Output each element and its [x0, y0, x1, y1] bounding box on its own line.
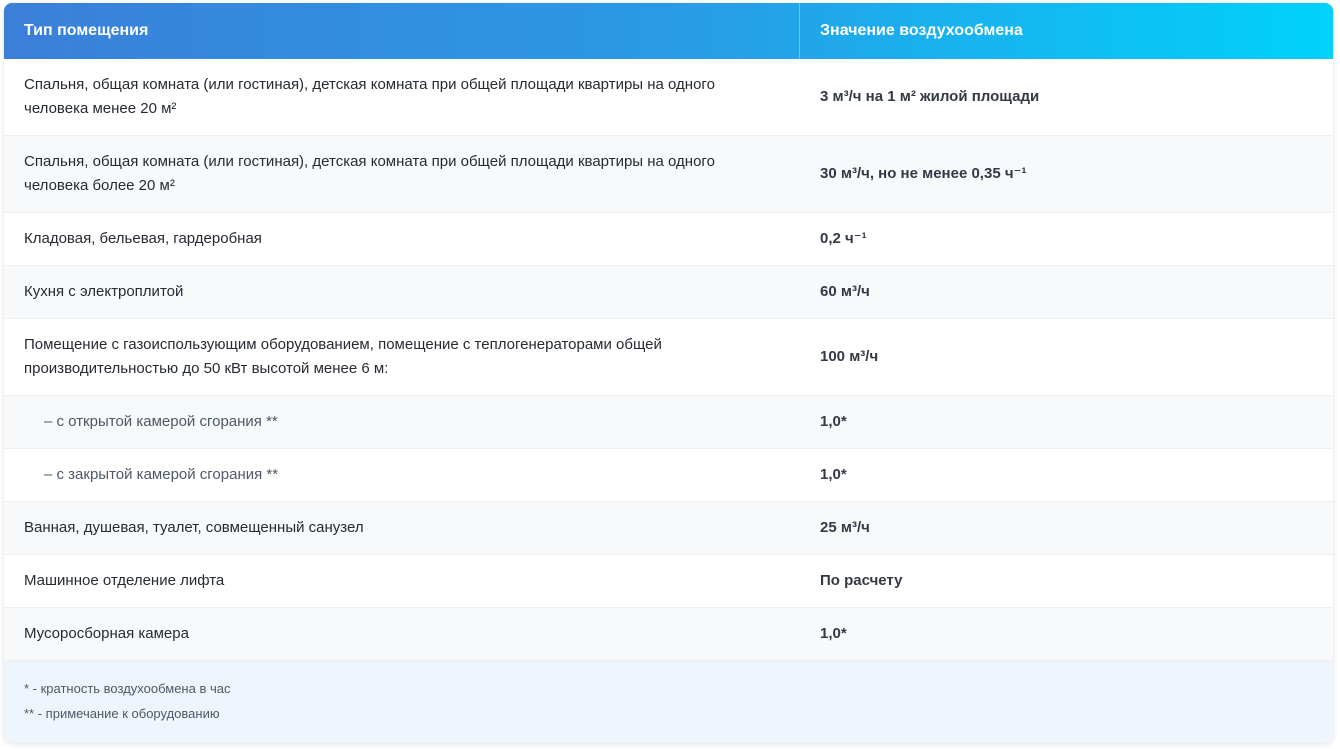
air-exchange-value-cell: 1,0* [820, 625, 847, 642]
room-type-cell: Кухня с электроплитой [24, 283, 184, 300]
table-row [4, 555, 1333, 608]
air-exchange-value-cell: 1,0* [820, 413, 847, 430]
table-row [4, 319, 1333, 396]
air-exchange-value-cell: 3 м³/ч на 1 м² жилой площади [820, 88, 1040, 105]
table-row [4, 266, 1333, 319]
table-row [4, 136, 1333, 213]
table-row [4, 59, 1333, 136]
table-row-sub [4, 396, 1333, 449]
room-type-cell: Спальня, общая комната (или гостиная), детская комната при общей площади квартиры на одного человека менее 20 м² [24, 76, 715, 117]
table-footnotes [4, 661, 1333, 743]
air-exchange-value-cell: 30 м³/ч, но не менее 0,35 ч⁻¹ [820, 165, 1027, 182]
header-room-type: Тип помещения [4, 3, 800, 59]
table-row-sub [4, 449, 1333, 502]
header-air-exchange-value: Значение воздухообмена [820, 22, 1023, 39]
room-type-cell: Спальня, общая комната (или гостиная), детская комната при общей площади квартиры на одного человека более 20 м² [24, 153, 715, 194]
air-exchange-value-cell: 0,2 ч⁻¹ [820, 230, 867, 247]
room-type-cell: Кладовая, бельевая, гардеробная [24, 230, 262, 247]
air-exchange-value-cell: 60 м³/ч [820, 283, 870, 300]
room-type-cell: Помещение с газоиспользующим оборудованием, помещение с теплогенераторами общей производительностью до 50 кВт высотой менее 6 м: [24, 336, 662, 377]
table-header [4, 3, 1333, 59]
air-exchange-value-cell: 1,0* [820, 466, 847, 483]
table-row [4, 213, 1333, 266]
air-exchange-value-cell: 25 м³/ч [820, 519, 870, 536]
table-row [4, 502, 1333, 555]
air-exchange-value-cell: По расчету [820, 572, 903, 589]
air-exchange-value-cell: 100 м³/ч [820, 348, 879, 365]
room-type-cell: Мусоросборная камера [24, 625, 189, 642]
room-type-cell: – с открытой камерой сгорания ** [44, 413, 278, 430]
room-type-cell: – с закрытой камерой сгорания ** [44, 466, 279, 483]
table-row [4, 608, 1333, 661]
footnote-single-asterisk: * - кратность воздухообмена в час [24, 681, 231, 696]
footnote-double-asterisk: ** - примечание к оборудованию [24, 706, 220, 721]
room-type-cell: Машинное отделение лифта [24, 572, 225, 589]
room-type-cell: Ванная, душевая, туалет, совмещенный санузел [24, 519, 364, 536]
air-exchange-table-card [4, 3, 1333, 743]
